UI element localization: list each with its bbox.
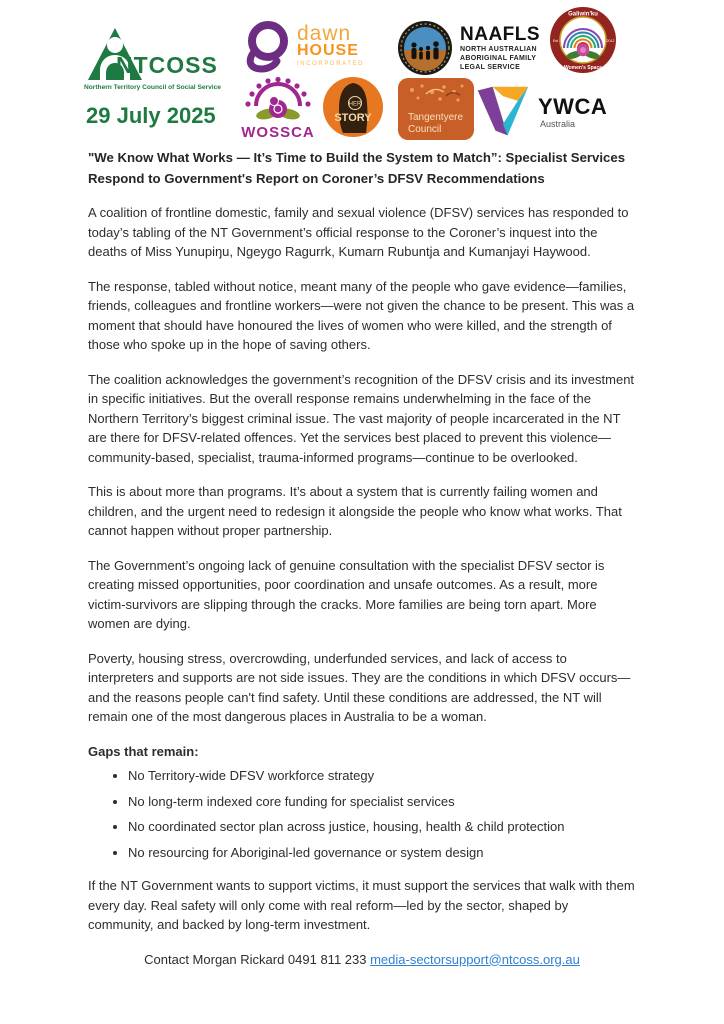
tangentyere-line2: Council bbox=[408, 124, 442, 135]
list-item-governance: • No resourcing for Aboriginal-led governance or system design bbox=[128, 843, 636, 863]
tangentyere-line1: Tangentyere bbox=[408, 112, 464, 123]
ntcoss-tagline: Northern Territory Council of Social Service bbox=[84, 84, 221, 91]
logo-galiwinku-womens-space bbox=[549, 6, 617, 74]
wossca-wordmark: WOSSCA bbox=[241, 124, 315, 141]
galiwinku-year-text: 2012 bbox=[606, 39, 615, 43]
her-story-word-story: STORY bbox=[334, 112, 372, 124]
contact-text: Contact Morgan Rickard 0491 811 233 bbox=[144, 951, 371, 967]
galiwinku-top-text: Galiwin'ku bbox=[568, 11, 598, 18]
contact-email-link[interactable]: media-sectorsupport@ntcoss.org.au bbox=[370, 951, 580, 967]
logo-ywca bbox=[474, 84, 644, 140]
naafls-wordmark bbox=[460, 25, 540, 71]
naafls-sub-line2: ABORIGINAL FAMILY bbox=[460, 55, 537, 62]
logo-her-story bbox=[322, 76, 384, 138]
paragraph-consultation: The Government’s ongoing lack of genuine consultation with the specialist DFSV sector is creating missed opportunities, poor coordination and unsafe outcomes. As a result, more victim-survivors are slipping through the cracks. More families are being torn apart. More women are dying. bbox=[88, 557, 605, 631]
dawn-house-word-incorporated: INCORPORATED bbox=[297, 60, 365, 67]
header bbox=[0, 0, 724, 142]
wossca-mark-icon bbox=[236, 76, 320, 122]
naafls-acronym: NAAFLS bbox=[460, 24, 541, 45]
ntcoss-wordmark: NTCOSS bbox=[116, 52, 218, 78]
naafls-sub-line3: LEGAL SERVICE bbox=[460, 64, 521, 71]
ywca-acronym: YWCA bbox=[538, 93, 608, 119]
dawn-house-wordmark bbox=[297, 22, 365, 67]
paragraph-acknowledgement: The coalition acknowledges the government’s recognition of the DFSV crisis and its investment in specific initiatives. But the overall response remains underwhelming in the face of the Northern Territory’s biggest criminal issue. The vast majority of people incarcerated in the NT are there for DFSV-related offences. Yet the services best placed to prevent this violence—community-based, specialist, trauma-informed programs—continue to be overlooked. bbox=[88, 371, 635, 465]
naafls-circle-icon bbox=[397, 20, 453, 76]
galiwinku-bottom-text: Women's Space bbox=[563, 65, 603, 71]
galiwinku-est-text: Est bbox=[552, 39, 559, 43]
gaps-list bbox=[88, 766, 636, 862]
logo-dawn-house bbox=[243, 16, 393, 76]
ywca-wordmark bbox=[538, 93, 608, 129]
list-item-workforce: • No Territory-wide DFSV workforce strategy bbox=[128, 766, 636, 786]
logo-naafls bbox=[397, 18, 562, 78]
paragraph-response: The response, tabled without notice, meant many of the people who gave evidence—families, friends, colleagues and frontline workers—were not given the chance to be present. This was a moment that should have honoured the lives of women who were killed, and the strength of those who spoke up in the hope of saving others. bbox=[88, 278, 635, 352]
dawn-house-swirl-icon bbox=[243, 19, 291, 73]
ywca-sub-label: Australia bbox=[540, 118, 576, 129]
list-item-funding: • No long-term indexed core funding for specialist services bbox=[128, 792, 636, 812]
logo-tangentyere bbox=[398, 78, 474, 140]
her-story-circle-icon bbox=[322, 76, 384, 138]
list-item-sector-plan: • No coordinated sector plan across justice, housing, health & child protection bbox=[128, 817, 636, 837]
ywca-v-icon bbox=[474, 84, 530, 140]
paragraph-coalition: A coalition of frontline domestic, family and sexual violence (DFSV) services has responded to today’s tabling of the NT Government’s official response to the Coroner’s inquest into the deaths of Miss Yunupiŋu, Ngeygo Ragurrk, Kumarn Rubuntja and Kumanjayi Haywood. bbox=[88, 205, 629, 259]
document-body bbox=[0, 148, 724, 969]
release-date: 29 July 2025 bbox=[86, 103, 216, 128]
logo-wossca bbox=[236, 76, 320, 140]
her-story-word-her: HER bbox=[348, 101, 362, 108]
tangentyere-tile-icon bbox=[398, 78, 474, 140]
contact-line bbox=[88, 950, 636, 970]
dawn-house-word-house: HOUSE bbox=[297, 41, 359, 59]
naafls-sub-line1: NORTH AUSTRALIAN bbox=[460, 46, 537, 53]
paragraph-conditions: Poverty, housing stress, overcrowding, underfunded services, and lack of access to interpreters and supports are not side issues. They are the conditions in which DFSV occurs—and the reasons people can't find safety. Until these conditions are addressed, the NT will remain one of the most dangerous places in Australia to be a woman. bbox=[88, 650, 631, 724]
dawn-house-word-dawn: dawn bbox=[297, 22, 352, 46]
paragraph-system: This is about more than programs. It’s about a system that is currently failing women and children, and the urgent need to redesign it alongside the people who know what works. That cannot happen without proper partnership. bbox=[88, 484, 622, 538]
galiwinku-circle-icon bbox=[549, 6, 617, 74]
paragraph-closing: If the NT Government wants to support victims, it must support the services that walk with them every day. Real safety will only come with real reform—led by the sector, shaped by community, and backed by long-term investment. bbox=[88, 878, 635, 932]
gaps-heading: Gaps that remain: bbox=[88, 743, 199, 759]
page-title: "We Know What Works — It’s Time to Build the System to Match”: Specialist Services Respond to Government's Report on Coroner’s DFSV Recommendations bbox=[88, 150, 626, 186]
